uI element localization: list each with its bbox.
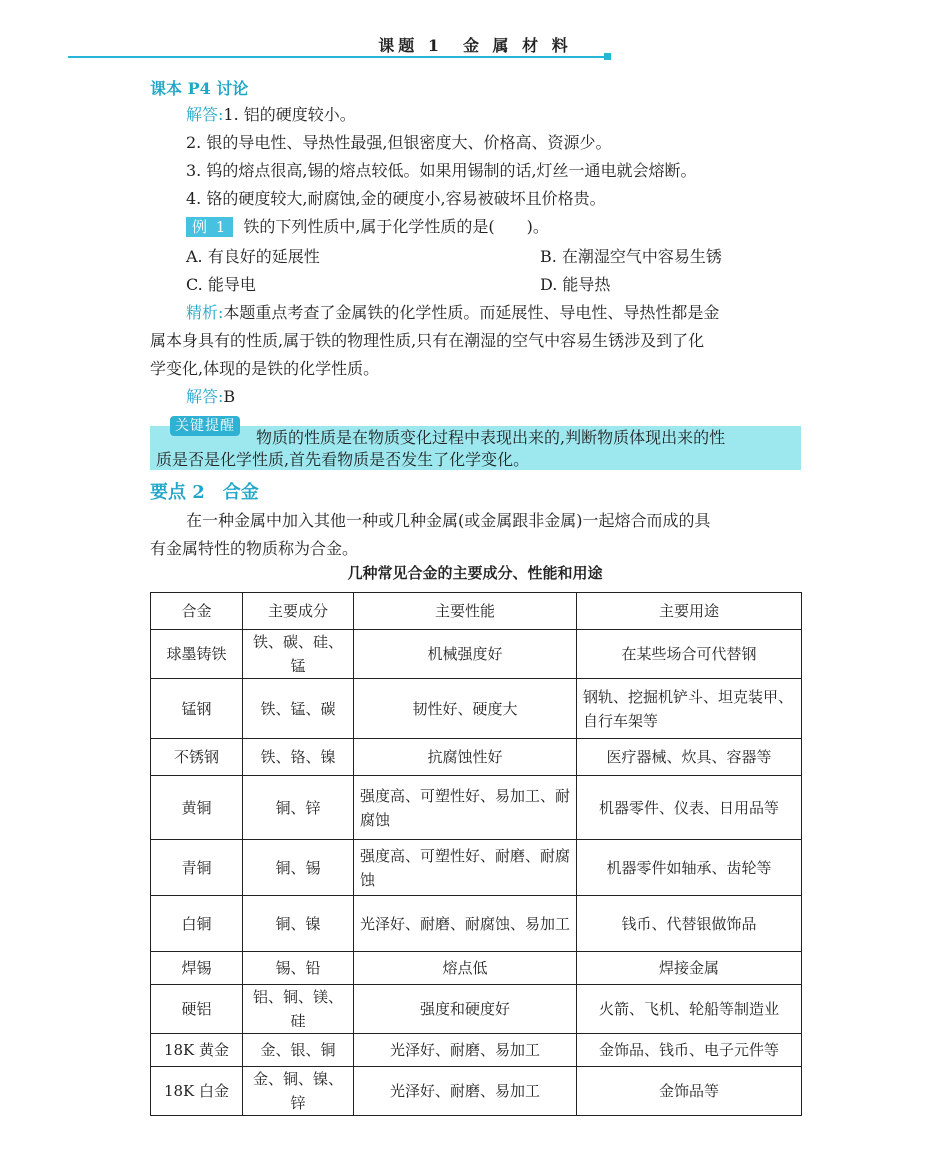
example-tag: 例 1 bbox=[186, 217, 233, 237]
alloy-properties: 韧性好、硬度大 bbox=[354, 679, 577, 739]
alloy-name: 18K 白金 bbox=[151, 1067, 243, 1116]
header-properties: 主要性能 bbox=[354, 593, 577, 630]
alloy-properties: 熔点低 bbox=[354, 952, 577, 985]
discussion-item-4: 4. 铬的硬度较大,耐腐蚀,金的硬度小,容易被破坏且价格贵。 bbox=[186, 189, 606, 208]
option-b: B. 在潮湿空气中容易生锈 bbox=[540, 247, 722, 266]
alloy-uses: 钱币、代替银做饰品 bbox=[577, 896, 802, 952]
header-components: 主要成分 bbox=[243, 593, 354, 630]
discussion-line-1 bbox=[186, 104, 356, 126]
alloy-properties: 机械强度好 bbox=[354, 630, 577, 679]
alloy-components: 铝、铜、镁、硅 bbox=[243, 985, 354, 1034]
alloy-properties: 强度高、可塑性好、耐磨、耐腐蚀 bbox=[354, 840, 577, 896]
analysis-text-1: 本题重点考查了金属铁的化学性质。而延展性、导电性、导热性都是金 bbox=[223, 303, 720, 322]
alloy-components: 铜、镍 bbox=[243, 896, 354, 952]
alloy-uses: 焊接金属 bbox=[577, 952, 802, 985]
table-row bbox=[151, 776, 802, 840]
alloy-table bbox=[150, 592, 802, 1116]
table-row bbox=[151, 840, 802, 896]
example-answer-label: 解答: bbox=[186, 387, 224, 406]
alloy-name: 黄铜 bbox=[151, 776, 243, 840]
table-row bbox=[151, 952, 802, 985]
alloy-uses: 钢轨、挖掘机铲斗、坦克装甲、自行车架等 bbox=[577, 679, 802, 739]
section-intro-2: 有金属特性的物质称为合金。 bbox=[150, 539, 359, 558]
alloy-name: 锰钢 bbox=[151, 679, 243, 739]
section-intro-1: 在一种金属中加入其他一种或几种金属(或金属跟非金属)一起熔合而成的具 bbox=[186, 511, 711, 530]
alloy-name: 青铜 bbox=[151, 840, 243, 896]
table-row bbox=[151, 739, 802, 776]
alloy-properties: 光泽好、耐磨、易加工 bbox=[354, 1034, 577, 1067]
alloy-properties: 抗腐蚀性好 bbox=[354, 739, 577, 776]
alloy-name: 硬铝 bbox=[151, 985, 243, 1034]
example-question: 铁的下列性质中,属于化学性质的是( )。 bbox=[243, 217, 549, 236]
discussion-item-3: 3. 钨的熔点很高,锡的熔点较低。如果用锡制的话,灯丝一通电就会熔断。 bbox=[186, 161, 697, 180]
table-row bbox=[151, 896, 802, 952]
alloy-name: 18K 黄金 bbox=[151, 1034, 243, 1067]
alloy-name: 白铜 bbox=[151, 896, 243, 952]
table-header-row bbox=[151, 593, 802, 630]
alloy-uses: 火箭、飞机、轮船等制造业 bbox=[577, 985, 802, 1034]
alloy-uses: 金饰品、钱币、电子元件等 bbox=[577, 1034, 802, 1067]
table-row bbox=[151, 630, 802, 679]
option-d: D. 能导热 bbox=[540, 275, 611, 294]
analysis-line-1 bbox=[186, 302, 719, 324]
table-row bbox=[151, 679, 802, 739]
alloy-components: 铁、碳、硅、锰 bbox=[243, 630, 354, 679]
table-row bbox=[151, 985, 802, 1034]
option-a: A. 有良好的延展性 bbox=[186, 247, 320, 266]
alloy-properties: 光泽好、耐磨、耐腐蚀、易加工 bbox=[354, 896, 577, 952]
discussion-item-1: 1. 铝的硬度较小。 bbox=[223, 105, 356, 124]
table-row bbox=[151, 1067, 802, 1116]
alloy-components: 金、银、铜 bbox=[243, 1034, 354, 1067]
alloy-components: 铜、锡 bbox=[243, 840, 354, 896]
section-title: 要点 2 合金 bbox=[150, 482, 259, 503]
analysis-text-2: 属本身具有的性质,属于铁的物理性质,只有在潮湿的空气中容易生锈涉及到了化 bbox=[150, 331, 705, 350]
answer-label: 解答: bbox=[186, 105, 224, 124]
alloy-name: 球墨铸铁 bbox=[151, 630, 243, 679]
key-tip-line-1: 物质的性质是在物质变化过程中表现出来的,判断物质体现出来的性 bbox=[256, 428, 726, 447]
page-header-title: 课题 1 金 属 材 料 bbox=[378, 36, 572, 55]
example-answer-line bbox=[186, 386, 235, 408]
table-row bbox=[151, 1034, 802, 1067]
alloy-properties: 光泽好、耐磨、易加工 bbox=[354, 1067, 577, 1116]
key-tip-line-2: 质是否是化学性质,首先看物质是否发生了化学变化。 bbox=[156, 450, 530, 469]
alloy-name: 焊锡 bbox=[151, 952, 243, 985]
table-caption: 几种常见合金的主要成分、性能和用途 bbox=[347, 564, 603, 582]
header-alloy: 合金 bbox=[151, 593, 243, 630]
analysis-label: 精析: bbox=[186, 303, 224, 322]
alloy-components: 锡、铅 bbox=[243, 952, 354, 985]
alloy-components: 金、铜、镍、锌 bbox=[243, 1067, 354, 1116]
example-question-line bbox=[186, 216, 549, 238]
header-rule bbox=[68, 56, 606, 58]
alloy-components: 铁、铬、镍 bbox=[243, 739, 354, 776]
example-answer: B bbox=[223, 387, 236, 406]
analysis-text-3: 学变化,体现的是铁的化学性质。 bbox=[150, 359, 380, 378]
alloy-uses: 机器零件、仪表、日用品等 bbox=[577, 776, 802, 840]
option-c: C. 能导电 bbox=[186, 275, 256, 294]
key-tip-tag: 关键提醒 bbox=[170, 416, 240, 436]
header-rule-end-square bbox=[604, 53, 611, 60]
alloy-uses: 医疗器械、炊具、容器等 bbox=[577, 739, 802, 776]
alloy-properties: 强度高、可塑性好、易加工、耐腐蚀 bbox=[354, 776, 577, 840]
header-uses: 主要用途 bbox=[577, 593, 802, 630]
alloy-uses: 在某些场合可代替钢 bbox=[577, 630, 802, 679]
alloy-components: 铁、锰、碳 bbox=[243, 679, 354, 739]
alloy-name: 不锈钢 bbox=[151, 739, 243, 776]
alloy-uses: 机器零件如轴承、齿轮等 bbox=[577, 840, 802, 896]
alloy-components: 铜、锌 bbox=[243, 776, 354, 840]
alloy-properties: 强度和硬度好 bbox=[354, 985, 577, 1034]
discussion-item-2: 2. 银的导电性、导热性最强,但银密度大、价格高、资源少。 bbox=[186, 133, 612, 152]
alloy-uses: 金饰品等 bbox=[577, 1067, 802, 1116]
discussion-title: 课本 P4 讨论 bbox=[150, 79, 249, 98]
